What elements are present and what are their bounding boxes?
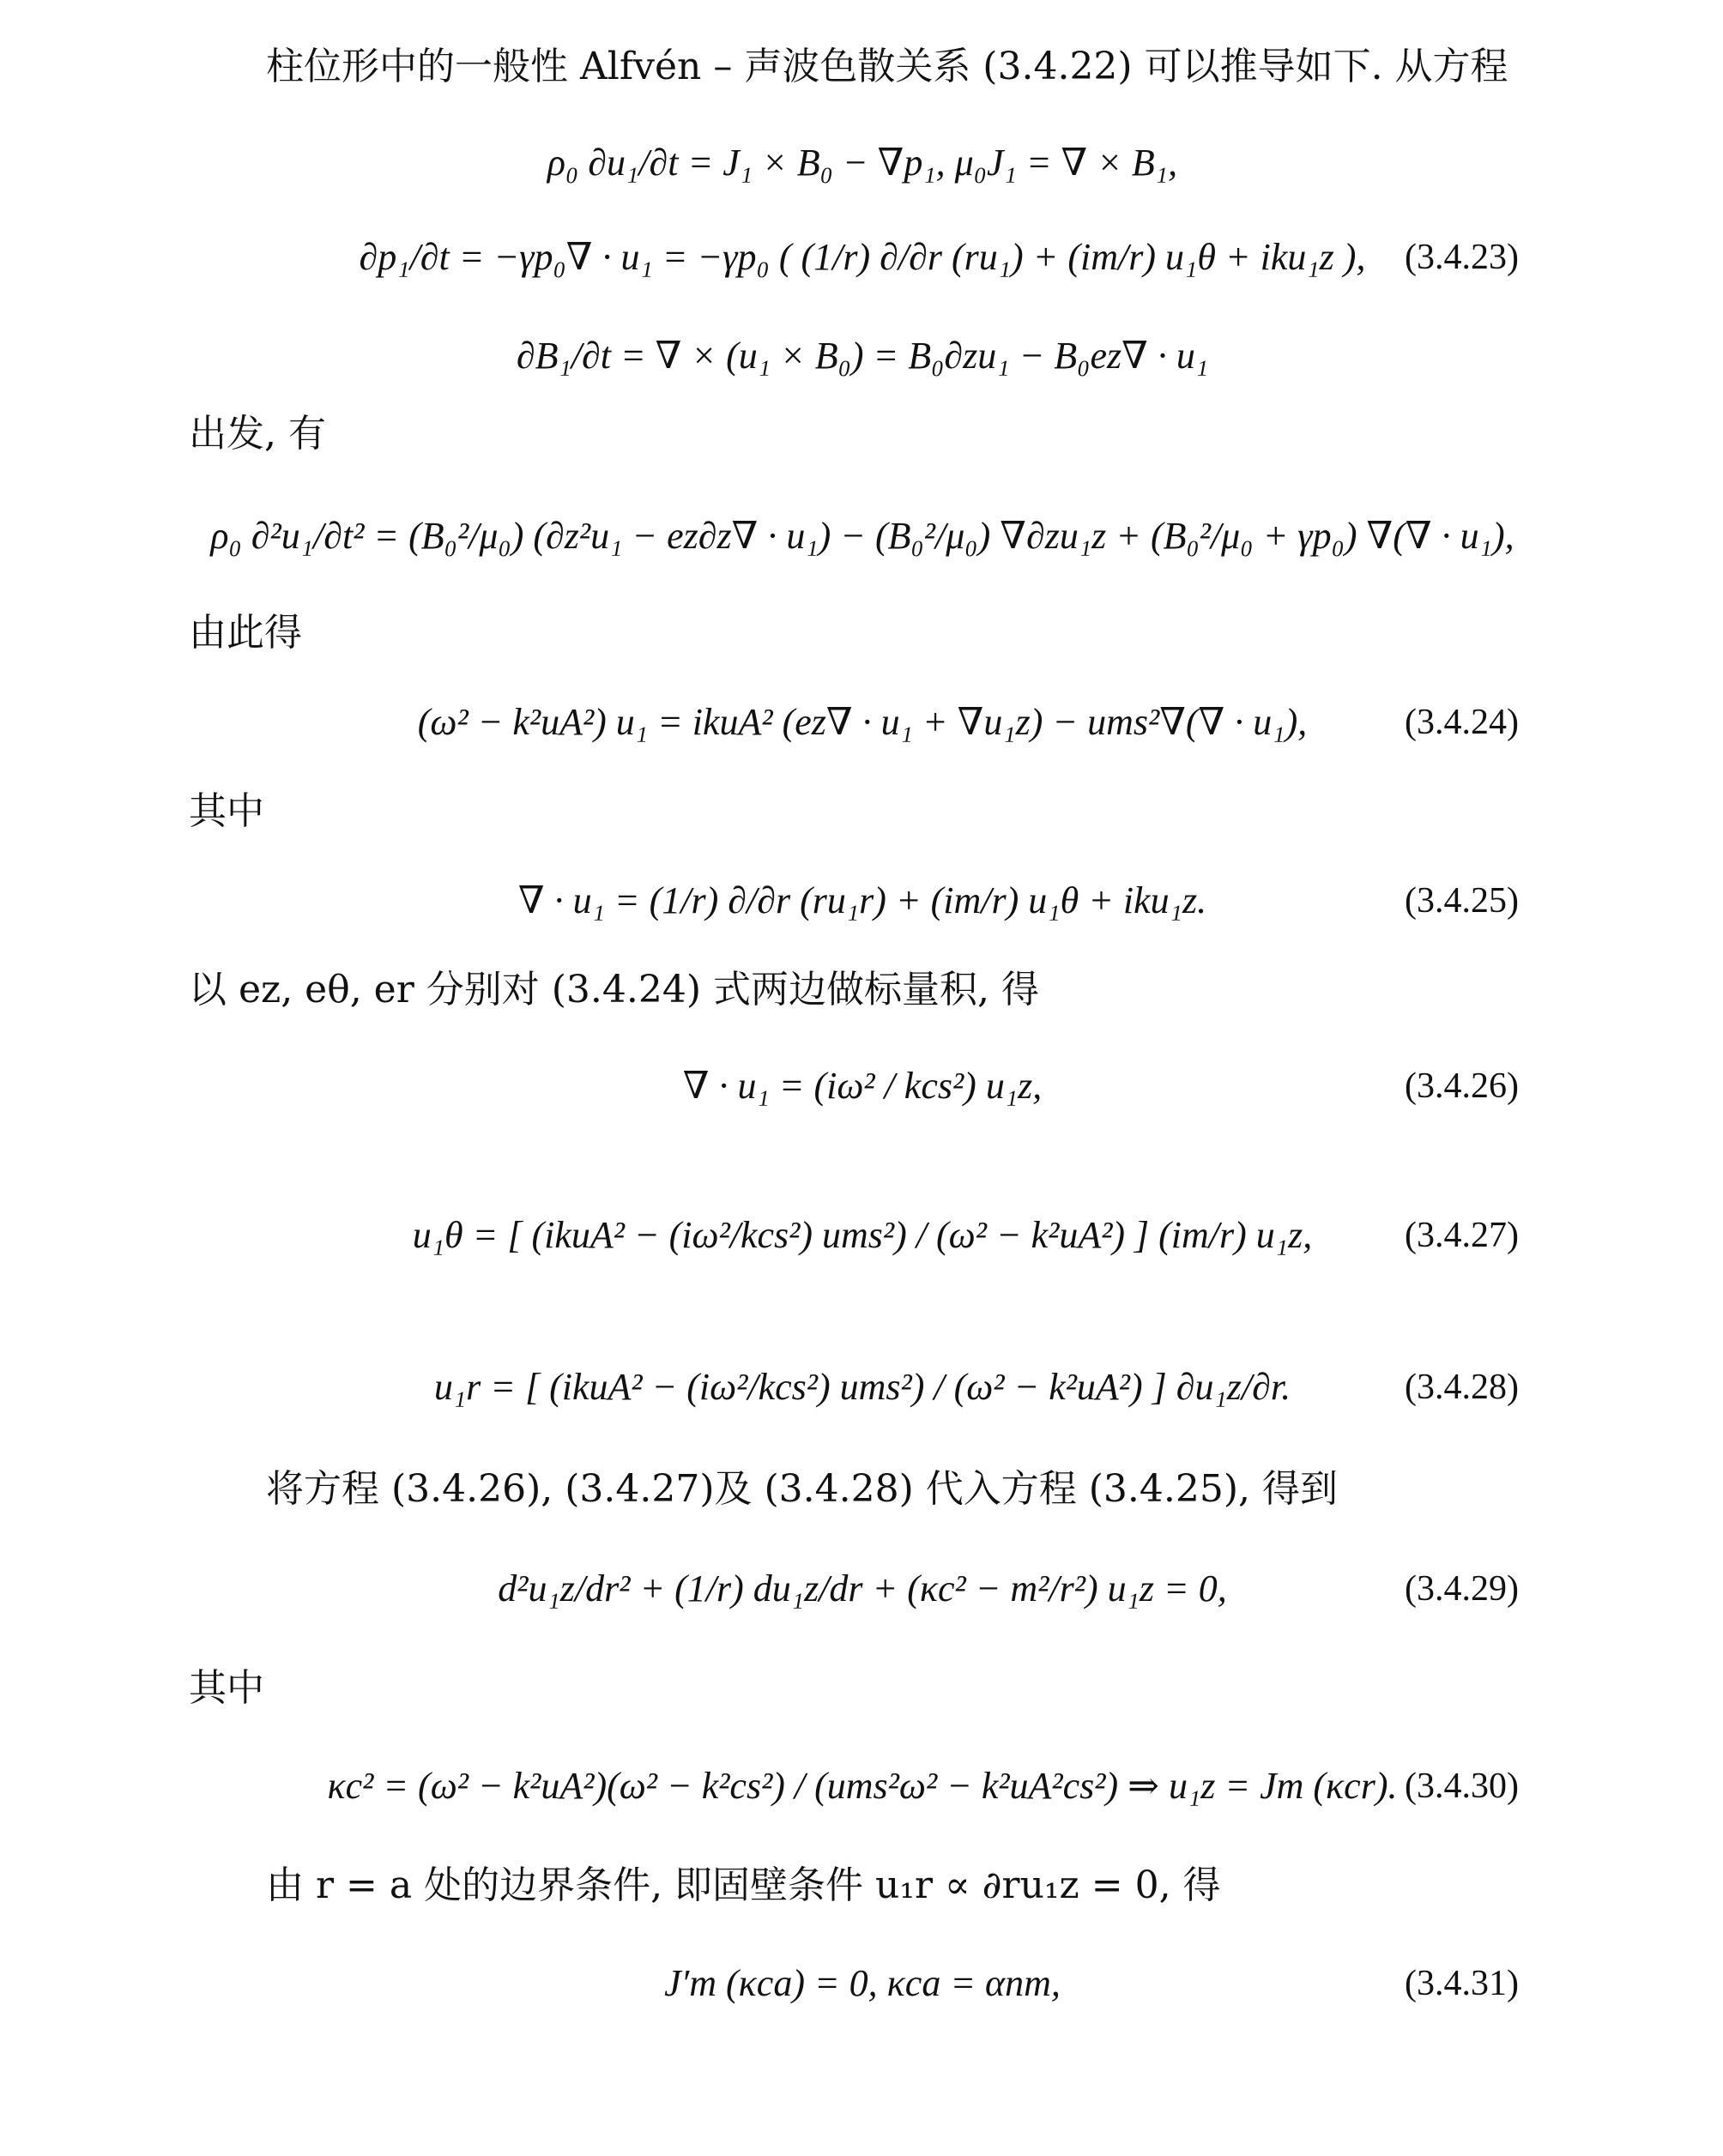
equation-number-3-4-23: (3.4.23) [1405, 238, 1519, 277]
equation-number-3-4-31: (3.4.31) [1405, 1964, 1519, 2003]
paragraph-where-2: 其中 [189, 1666, 264, 1710]
equation-3-4-23c: ∂B₁/∂t = ∇ × (u₁ × B₀) = B₀∂zu₁ − B₀ez∇ · u₁ [516, 335, 1209, 377]
paragraph-where-1: 其中 [189, 789, 264, 833]
equation-3-4-30: κc² = (ω² − k²uA²)(ω² − k²cs²) / (ums²ω² − k²uA²cs²) ⇒ u₁z = Jm (κcr). [327, 1765, 1398, 1807]
equation-3-4-27: u₁θ = [ (ikuA² − (iω²/kcs²) ums²) / (ω² − k²uA²) ] (im/r) u₁z, [412, 1214, 1313, 1256]
equation-motion: ρ₀ ∂²u₁/∂t² = (B₀²/μ₀) (∂z²u₁ − ez∂z∇ · u₁) − (B₀²/μ₀) ∇∂zu₁z + (B₀²/μ₀ + γp₀) ∇(∇ · u₁), [210, 515, 1514, 557]
equation-3-4-29: d²u₁z/dr² + (1/r) du₁z/dr + (κc² − m²/r²) u₁z = 0, [498, 1567, 1227, 1609]
paragraph-hence: 由此得 [189, 611, 302, 655]
paragraph-dot-product: 以 ez, eθ, er 分别对 (3.4.24) 式两边做标量积, 得 [189, 968, 1039, 1012]
intro-line: 柱位形中的一般性 Alfvén – 声波色散关系 (3.4.22) 可以推导如下. 从方程 [266, 45, 1508, 88]
equation-number-3-4-25: (3.4.25) [1405, 881, 1519, 921]
equation-3-4-28: u₁r = [ (ikuA² − (iω²/kcs²) ums²) / (ω² − k²uA²) ] ∂u₁z/∂r. [433, 1366, 1291, 1408]
equation-number-3-4-24: (3.4.24) [1405, 703, 1519, 742]
equation-3-4-23b: ∂p₁/∂t = −γp₀∇ · u₁ = −γp₀ ( (1/r) ∂/∂r (ru₁) + (im/r) u₁θ + iku₁z ), [359, 236, 1366, 278]
paragraph-boundary: 由 r = a 处的边界条件, 即固壁条件 u₁r ∝ ∂ru₁z = 0, 得 [266, 1863, 1221, 1907]
equation-number-3-4-27: (3.4.27) [1405, 1216, 1519, 1255]
equation-number-3-4-29: (3.4.29) [1405, 1569, 1519, 1609]
equation-3-4-25: ∇ · u₁ = (1/r) ∂/∂r (ru₁r) + (im/r) u₁θ + iku₁z. [517, 879, 1207, 921]
equation-3-4-23a: ρ₀ ∂u₁/∂t = J₁ × B₀ − ∇p₁, μ₀J₁ = ∇ × B₁, [547, 142, 1178, 184]
equation-3-4-31: J′m (κca) = 0, κca = αnm, [664, 1962, 1061, 2004]
paragraph-from-start: 出发, 有 [189, 412, 326, 456]
paragraph-substitute: 将方程 (3.4.26), (3.4.27)及 (3.4.28) 代入方程 (3.4.25), 得到 [266, 1467, 1339, 1511]
equation-number-3-4-28: (3.4.28) [1405, 1368, 1519, 1407]
equation-number-3-4-26: (3.4.26) [1405, 1066, 1519, 1106]
equation-3-4-26: ∇ · u₁ = (iω² / kcs²) u₁z, [682, 1065, 1043, 1107]
equation-3-4-24: (ω² − k²uA²) u₁ = ikuA² (ez∇ · u₁ + ∇u₁z) − ums²∇(∇ · u₁), [417, 701, 1308, 743]
equation-number-3-4-30: (3.4.30) [1405, 1766, 1519, 1806]
